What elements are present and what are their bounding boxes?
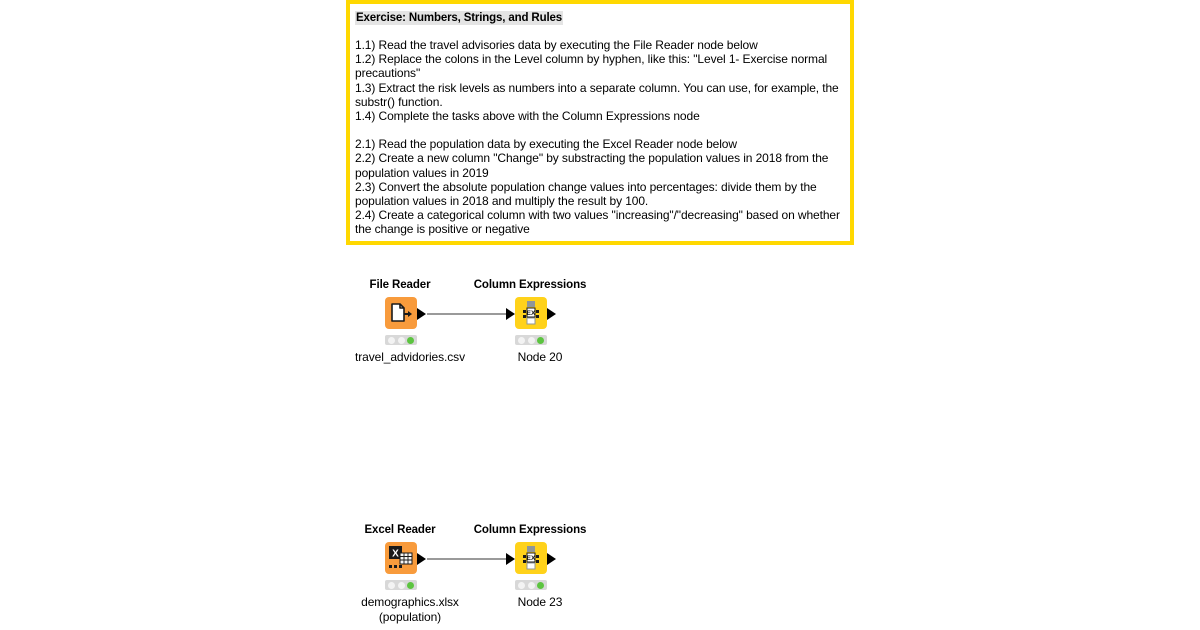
node-output-port[interactable]: [547, 553, 556, 565]
node-column-expressions-20[interactable]: [460, 278, 620, 364]
annotation-line: 1.2) Replace the colons in the Level column by hyphen, like this: "Level 1- Exercise normal precautions": [355, 52, 831, 81]
node-title: File Reader: [369, 279, 431, 291]
node-output-port[interactable]: [417, 553, 426, 565]
annotation-line: 2.1) Read the population data by executing the Excel Reader node below: [355, 137, 737, 152]
annotation-line: 1.4) Complete the tasks above with the Column Expressions node: [355, 109, 700, 124]
node-status-indicator: [515, 580, 547, 590]
column-expressions-icon: [515, 542, 547, 574]
status-lamp-executed: [537, 337, 544, 344]
node-title: Column Expressions: [473, 524, 587, 536]
node-label-main: Node 20: [517, 350, 563, 364]
node-column-expressions-23[interactable]: [460, 523, 620, 609]
node-status-indicator: [385, 335, 417, 345]
status-lamp-idle: [388, 582, 395, 589]
annotation-line: 1.1) Read the travel advisories data by executing the File Reader node below: [355, 38, 758, 52]
node-label: [450, 595, 630, 610]
svg-text:X: X: [392, 548, 399, 560]
node-title: Excel Reader: [364, 524, 436, 536]
node-label: [450, 350, 630, 365]
annotation-title: Exercise: Numbers, Strings, and Rules: [356, 12, 562, 24]
annotation-line: 1.3) Extract the risk levels as numbers into a separate column. You can use, for example, the substr() function.: [355, 80, 842, 109]
status-lamp-configured: [528, 337, 535, 344]
annotation-body: [355, 38, 845, 237]
column-expressions-icon: [515, 297, 547, 329]
annotation-line: 2.3) Convert the absolute population change values into percentages: divide them by the population values in 2018 and multiply the result by 100.: [355, 179, 820, 209]
status-lamp-executed: [537, 582, 544, 589]
status-lamp-executed: [407, 337, 414, 344]
node-label-sub: (population): [378, 610, 442, 624]
status-lamp-idle: [388, 337, 395, 344]
node-body[interactable]: [460, 542, 620, 609]
node-label-main: demographics.xlsx: [361, 595, 459, 609]
annotation-line: 2.2) Create a new column "Change" by substracting the population values in 2018 from the population values in 2019: [355, 151, 832, 180]
svg-text:EX: EX: [526, 555, 536, 563]
annotation-spacer: [355, 123, 845, 137]
annotation-line: 2.4) Create a categorical column with two values "increasing"/"decreasing" based on whether the change is positive or negative: [355, 208, 844, 237]
status-lamp-idle: [518, 582, 525, 589]
node-status-indicator: [385, 580, 417, 590]
node-label-main: travel_advidories.csv: [355, 350, 465, 364]
status-lamp-configured: [398, 582, 405, 589]
workflow-annotation-box[interactable]: [346, 0, 854, 245]
node-status-indicator: [515, 335, 547, 345]
status-lamp-idle: [518, 337, 525, 344]
node-body[interactable]: [460, 297, 620, 364]
status-lamp-executed: [407, 582, 414, 589]
node-output-port[interactable]: [547, 308, 556, 320]
excel-reader-icon: [385, 542, 417, 574]
node-output-port[interactable]: [417, 308, 426, 320]
status-lamp-configured: [528, 582, 535, 589]
node-input-port[interactable]: [506, 553, 515, 565]
node-title: Column Expressions: [473, 279, 587, 291]
svg-text:EX: EX: [526, 310, 536, 318]
file-reader-icon: [385, 297, 417, 329]
node-input-port[interactable]: [506, 308, 515, 320]
node-label-main: Node 23: [517, 595, 563, 609]
status-lamp-configured: [398, 337, 405, 344]
